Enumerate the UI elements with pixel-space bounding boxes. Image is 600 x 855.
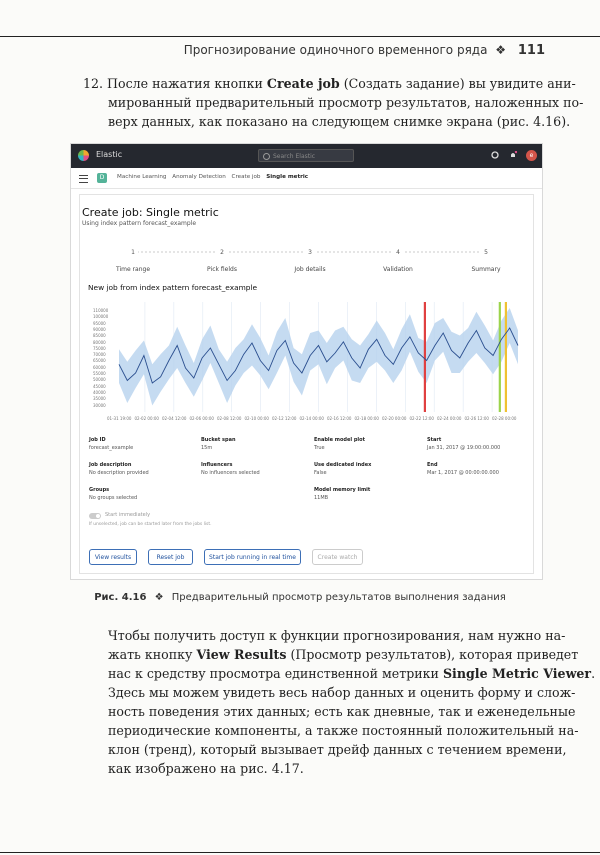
top-rule [0,36,600,37]
body-line: Здесь мы можем увидеть весь набор данных и оценить форму и слож- [108,685,576,700]
field-memory-limit: Model memory limit 11MB [314,487,371,501]
toggle-help-text: If unselected, job can be started later from the jobs list. [89,522,212,527]
x-tick-label: 02-18 00:00 [354,416,379,421]
toggle-label: Start immediately [105,512,151,518]
x-tick-label: 02-08 12:00 [217,416,242,421]
y-tick-label: 95000 [93,320,106,326]
y-tick-label: 40000 [93,389,106,395]
breadcrumb-create-job[interactable]: Create job [231,174,261,180]
step-job-details[interactable]: Job details [294,266,326,273]
brand-name: Elastic [96,150,123,159]
step-summary[interactable]: Summary [471,266,501,273]
step-number: 4 [393,249,403,256]
x-tick-label: 02-04 12:00 [162,416,187,421]
page-title: Create job: Single metric [82,206,219,219]
figure-separator: ❖ [154,592,164,603]
page-subtitle: Using index pattern forecast_example [82,220,197,227]
intro-paragraph [83,74,584,131]
x-tick-label: 02-28 00:00 [492,416,517,421]
body-line: периодические компоненты, а также постоянный положительный на- [108,723,579,738]
search-placeholder: Search Elastic [273,153,316,160]
y-tick-label: 100000 [93,314,109,320]
anomaly-marker [505,302,507,412]
create-watch-button: Create watch [312,549,363,565]
running-title: Прогнозирование одиночного временного ряда [183,43,488,57]
intro-line: мированный предварительный просмотр результатов, наложенных по- [108,95,584,110]
start-immediately-toggle[interactable] [89,513,101,519]
field-end: End Mar 1, 2017 @ 00:00:00.000 [427,462,499,476]
body-line: Чтобы получить доступ к функции прогнозирования, нам нужно на- [108,628,566,643]
view-results-button[interactable]: View results [89,549,137,565]
reset-job-button[interactable]: Reset job [148,549,193,565]
anomaly-marker [424,302,426,412]
body-line: клон (тренд), который вызывает дрейф данных с течением времени, [108,742,567,757]
y-tick-label: 35000 [93,396,106,402]
intro-line: 12. После нажатия кнопки Create job (Создать задание) вы увидите ани- [83,76,576,91]
x-tick-label: 02-12 12:00 [272,416,297,421]
step-time-range[interactable]: Time range [115,266,151,273]
x-tick-label: 02-14 00:00 [299,416,324,421]
x-tick-label: 02-16 12:00 [327,416,352,421]
field-model-plot: Enable model plot True [314,437,365,451]
y-tick-label: 70000 [93,352,106,358]
y-tick-label: 60000 [93,364,106,370]
x-tick-label: 02-20 00:00 [382,416,407,421]
x-tick-label: 02-22 12:00 [409,416,434,421]
breadcrumb-single-metric: Single metric [266,174,309,180]
body-line: как изображено на рис. 4.17. [108,761,304,776]
step-number: 3 [305,249,315,256]
intro-line: верх данных, как показано на следующем снимке экрана (рис. 4.16). [108,114,571,129]
y-tick-label: 55000 [93,371,106,376]
body-line: ность поведения этих данных; есть как дневные, так и еженедельные [108,704,576,719]
field-groups: Groups No groups selected [89,487,138,501]
y-tick-label: 45000 [93,383,106,389]
step-pick-fields[interactable]: Pick fields [207,266,237,273]
field-influencers: Influencers No influencers selected [201,462,260,476]
y-tick-label: 75000 [93,345,106,351]
body-line: нас к средству просмотра единственной метрики Single Metric Viewer. [108,666,596,681]
y-tick-label: 110000 [93,308,109,313]
field-description: Job description No description provided [89,462,149,476]
kibana-screenshot [70,143,543,580]
x-tick-label: 02-26 12:00 [464,416,489,421]
preview-chart [116,302,521,412]
wizard-stepper [71,144,542,284]
x-tick-label: 02-06 00:00 [189,416,214,421]
figure-text: Предварительный просмотр результатов выполнения задания [171,592,506,603]
start-realtime-button[interactable]: Start job running in real time [204,549,301,565]
figure-label: Рис. 4.16 [94,592,147,603]
bottom-rule [0,852,600,853]
y-tick-label: 85000 [93,333,106,339]
breadcrumb-machine-learning[interactable]: Machine Learning [117,174,167,180]
chart-title: New job from index pattern forecast_example [88,283,258,292]
running-header [184,43,545,58]
header-separator: ❖ [495,43,507,57]
y-tick-label: 30000 [93,402,106,408]
page-number: 111 [517,43,545,58]
breadcrumb-anomaly-detection[interactable]: Anomaly Detection [172,174,226,180]
y-tick-label: 50000 [93,377,106,383]
field-bucket-span: Bucket span 15m [201,437,236,451]
x-tick-label: 02-24 00:00 [437,416,462,421]
field-start: Start Jan 31, 2017 @ 19:00:00.000 [427,437,501,451]
y-tick-label: 65000 [93,358,106,364]
x-tick-label: 01-31 19:00 [107,416,132,421]
anomaly-marker [499,302,501,412]
y-tick-label: 90000 [93,326,106,332]
avatar[interactable]: e [526,150,537,161]
y-tick-label: 80000 [93,339,106,345]
step-number: 5 [481,249,491,256]
body-paragraph [108,626,596,778]
space-badge[interactable]: D [97,173,107,183]
body-line: жать кнопку View Results (Просмотр результатов), которая приведет [108,647,579,662]
x-tick-label: 02-10 00:00 [244,416,269,421]
field-dedicated-index: Use dedicated index False [314,462,372,476]
step-number: 2 [217,249,227,256]
step-validation[interactable]: Validation [383,266,413,273]
x-tick-label: 02-02 00:00 [134,416,159,421]
step-number: 1 [128,249,138,256]
figure-caption [0,592,600,603]
field-job-id: Job ID forecast_example [89,437,134,451]
